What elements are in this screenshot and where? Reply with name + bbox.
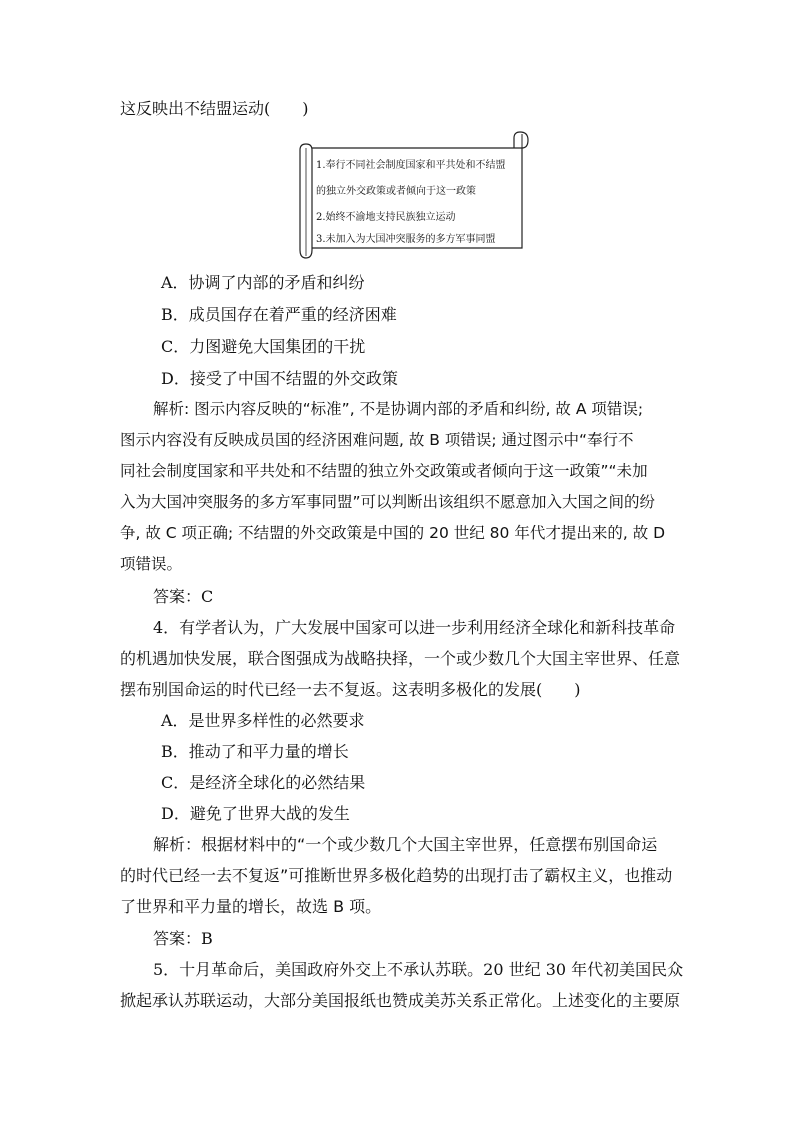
q4-stem-line-3: 摆布别国命运的时代已经一去不复返。这表明多极化的发展( ) [120, 680, 581, 699]
q3-analysis-line-2: 图示内容没有反映成员国的经济困难问题, 故 B 项错误; 通过图示中“奉行不 [120, 431, 634, 449]
scroll-figure [296, 130, 532, 260]
q3-answer: 答案：C [153, 587, 214, 606]
question-intro: 这反映出不结盟运动( ) [120, 99, 309, 118]
q4-stem-line-2: 的机遇加快发展，联合图强成为战略抉择，一个或少数几个大国主宰世界、任意 [120, 649, 681, 668]
q4-option-a: A．是世界多样性的必然要求 [161, 711, 365, 730]
q4-option-d: D．避免了世界大战的发生 [161, 804, 350, 823]
q3-option-b: B．成员国存在着严重的经济困难 [161, 305, 397, 324]
q5-stem-line-1: 5．十月革命后，美国政府外交上不承认苏联。20 世纪 30 年代初美国民众 [153, 960, 684, 979]
q3-analysis-line-6: 项错误。 [120, 555, 183, 573]
q3-analysis-line-5: 争, 故 C 项正确; 不结盟的外交政策是中国的 20 世纪 80 年代才提出来的, 故 D [120, 524, 666, 542]
q4-option-b: B．推动了和平力量的增长 [161, 742, 349, 761]
q3-option-c: C．力图避免大国集团的干扰 [161, 337, 366, 356]
q4-analysis-line-3: 了世界和平力量的增长，故选 B 项。 [120, 897, 382, 916]
q4-answer: 答案：B [153, 929, 213, 948]
q4-stem-line-1: 4．有学者认为，广大发展中国家可以进一步利用经济全球化和新科技革命 [153, 618, 676, 637]
q3-analysis-line-1: 解析: 图示内容反映的“标准”, 不是协调内部的矛盾和纠纷, 故 A 项错误; [153, 400, 644, 418]
q5-stem-line-2: 掀起承认苏联运动，大部分美国报纸也赞成美苏关系正常化。上述变化的主要原 [120, 991, 681, 1010]
q4-option-c: C．是经济全球化的必然结果 [161, 773, 366, 792]
q3-option-d: D．接受了中国不结盟的外交政策 [161, 369, 398, 388]
scroll-line-1: 1.奉行不同社会制度国家和平共处和不结盟 [316, 160, 506, 171]
q4-analysis-line-1: 解析：根据材料中的“一个或少数几个大国主宰世界，任意摆布别国命运 [153, 835, 658, 854]
scroll-line-2: 的独立外交政策或者倾向于这一政策 [316, 186, 476, 197]
q3-option-a: A．协调了内部的矛盾和纠纷 [161, 273, 365, 292]
q3-analysis-line-4: 入为大国冲突服务的多方军事同盟”可以判断出该组织不愿意加入大国之间的纷 [120, 493, 656, 511]
scroll-line-4: 3.未加入为大国冲突服务的多方军事同盟 [316, 234, 496, 245]
q4-analysis-line-2: 的时代已经一去不复返”可推断世界多极化趋势的出现打击了霸权主义，也推动 [120, 866, 673, 885]
scroll-line-3: 2.始终不渝地支持民族独立运动 [316, 212, 456, 223]
q3-analysis-line-3: 同社会制度国家和平共处和不结盟的独立外交政策或者倾向于这一政策”“未加 [120, 462, 648, 480]
